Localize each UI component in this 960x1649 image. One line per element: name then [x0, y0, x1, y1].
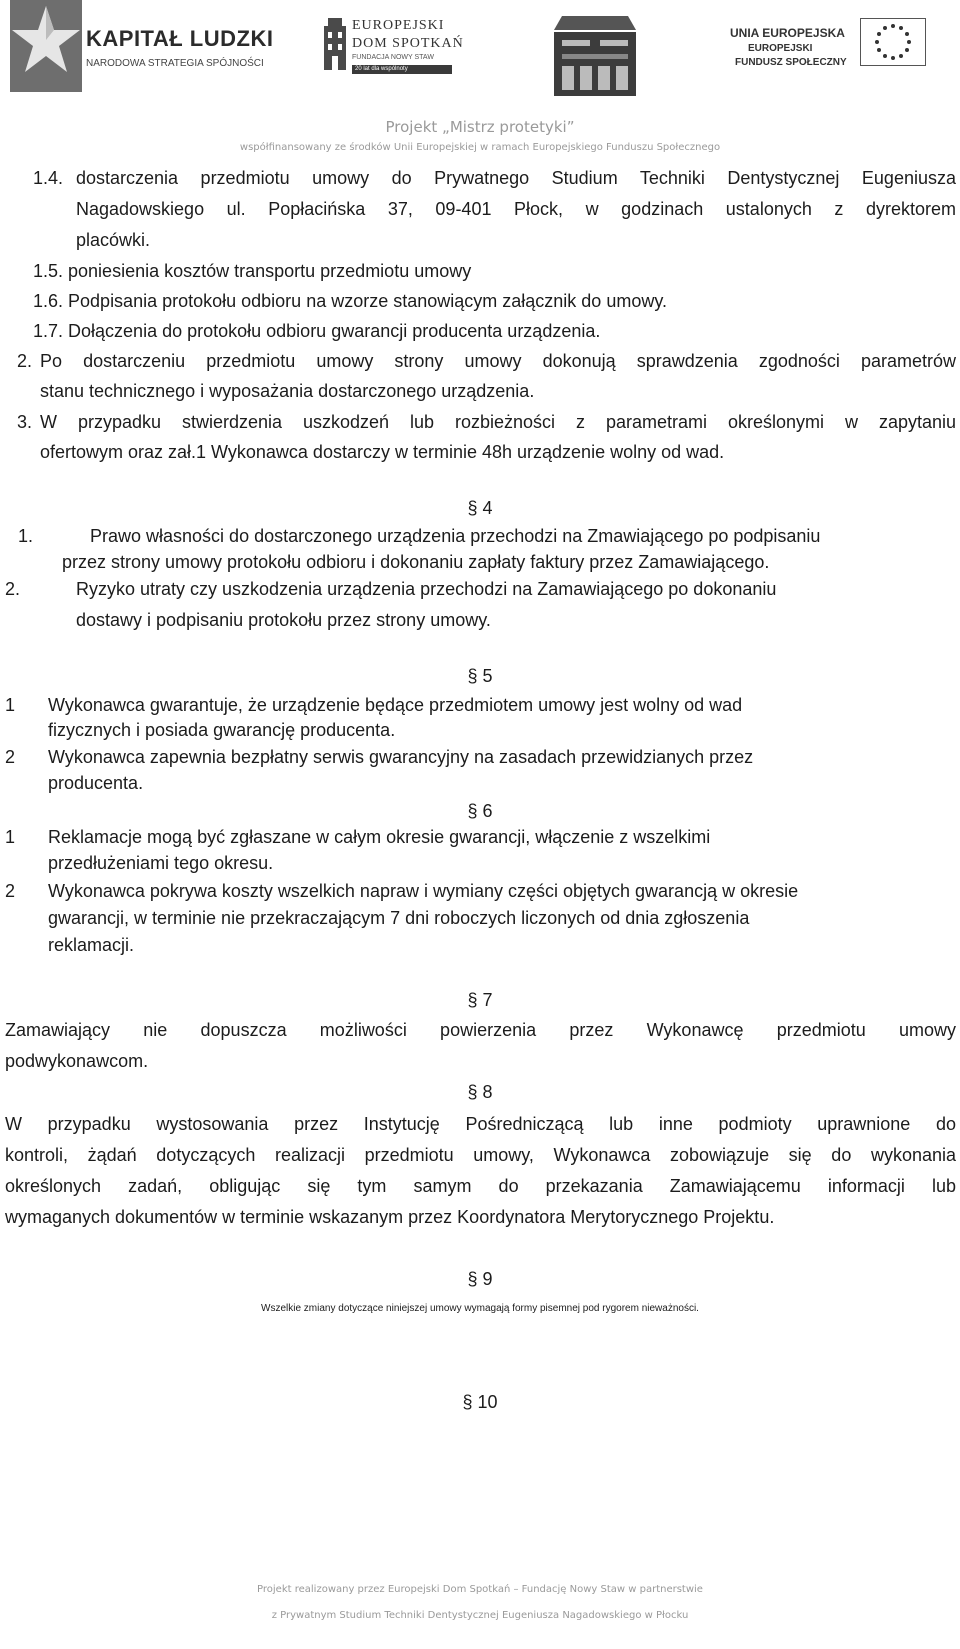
cofinancing-note: współfinansowany ze środków Unii Europejskiej w ramach Europejskiego Funduszu Społecznego [239, 142, 721, 153]
s6-item-2-line3: reklamacji. [48, 935, 135, 955]
item-1-6: 1.6. Podpisania protokołu odbioru na wzorze stanowiącym załącznik do umowy. [33, 291, 667, 311]
section-5-heading: § 5 [467, 666, 493, 686]
kapital-ludzki-name: KAPITAŁ LUDZKI [86, 26, 274, 51]
eds-line1: EUROPEJSKI [352, 18, 445, 33]
item-2-line2: stanu technicznego i wyposażania dostarczonego urządzenia. [40, 381, 535, 401]
school-emblem-icon [540, 10, 650, 102]
s5-item-2-line2: producenta. [48, 773, 144, 793]
section-4-heading: § 4 [467, 498, 493, 518]
kapital-ludzki-logo [10, 0, 280, 92]
s7-line2: podwykonawcom. [5, 1051, 149, 1071]
s7-line1: Zamawiający nie dopuszcza możliwości powierzenia przez Wykonawcę przedmiotu umowy [5, 1020, 956, 1040]
header-logos [0, 0, 960, 110]
s6-item-1-line1: Reklamacje mogą być zgłaszane w całym okresie gwarancji, włączenie z wszelkimi [48, 827, 711, 847]
s6-item-1-number: 1 [5, 827, 16, 847]
s6-item-2-line1: Wykonawca pokrywa koszty wszelkich napraw i wymiany części objętych gwarancją w okresie [48, 881, 799, 901]
item-1-5: 1.5. poniesienia kosztów transportu przedmiotu umowy [33, 261, 472, 281]
item-3-line2: ofertowym oraz zał.1 Wykonawca dostarczy w terminie 48h urządzenie wolny od wad. [40, 442, 725, 462]
project-title: Projekt „Mistrz protetyki” [385, 118, 575, 136]
s4-item-2-number: 2. [5, 579, 21, 599]
item-3-number: 3. [17, 412, 33, 432]
kapital-ludzki-subtitle: NARODOWA STRATEGIA SPÓJNOŚCI [86, 58, 264, 69]
section-10-heading: § 10 [462, 1392, 498, 1412]
item-1-4-line2: Nagadowskiego ul. Popłacińska 37, 09-401 Płock, w godzinach ustalonych z dyrektorem [76, 199, 956, 219]
building-icon [322, 16, 348, 72]
s6-item-2-number: 2 [5, 881, 16, 901]
s4-item-1-number: 1. [18, 526, 34, 546]
item-2-number: 2. [17, 351, 33, 371]
s8-line1: W przypadku wystosowania przez Instytucję Pośredniczącą lub inne podmioty uprawnione do [5, 1114, 956, 1134]
ue-efs-logo [730, 14, 950, 84]
item-2-line1: Po dostarczeniu przedmiotu umowy strony umowy dokonują sprawdzenia zgodności parametrów [40, 351, 956, 371]
footer-line1: Projekt realizowany przez Europejski Dom Spotkań – Fundację Nowy Staw w partnerstwie [257, 1584, 703, 1595]
s4-item-1-line2: przez strony umowy protokołu odbioru i dokonaniu zapłaty faktury przez Zamawiającego. [62, 552, 770, 572]
section-8-heading: § 8 [467, 1082, 493, 1102]
item-1-7: 1.7. Dołączenia do protokołu odbioru gwarancji producenta urządzenia. [33, 321, 601, 341]
ue-line1: UNIA EUROPEJSKA [730, 26, 845, 40]
ue-line2: EUROPEJSKI [748, 43, 813, 54]
kapital-ludzki-star-icon [10, 0, 82, 92]
s5-item-1-line2: fizycznych i posiada gwarancję producenta. [48, 720, 396, 740]
eds-line2: DOM SPOTKAŃ [352, 36, 464, 51]
s6-item-2-line2: gwarancji, w terminie nie przekraczającym 7 dni roboczych liczonych od dnia zgłoszenia [48, 908, 750, 928]
section-9-heading: § 9 [467, 1269, 493, 1289]
item-1-4-number: 1.4. [33, 168, 64, 188]
item-1-4-line3: placówki. [76, 230, 151, 250]
s9-line1: Wszelkie zmiany dotyczące niniejszej umowy wymagają formy pisemnej pod rygorem nieważności. [261, 1303, 699, 1314]
europejski-dom-spotkan-logo [322, 12, 462, 92]
s4-item-2-line1: Ryzyko utraty czy uszkodzenia urządzenia przechodzi na Zamawiającego po dokonaniu [76, 579, 777, 599]
footer-line2: z Prywatnym Studium Techniki Dentystycznej Eugeniusza Nagadowskiego w Płocku [271, 1610, 689, 1621]
s5-item-1-number: 1 [5, 695, 16, 715]
eds-line4: 20 lat dla wspólnoty [352, 65, 452, 74]
section-6-heading: § 6 [467, 801, 493, 821]
s5-item-2-number: 2 [5, 747, 16, 767]
s8-line3: określonych zadań, obligując się tym samym do przekazania Zamawiającemu informacji lub [5, 1176, 956, 1196]
s8-line2: kontroli, żądań dotyczących realizacji przedmiotu umowy, Wykonawca zobowiązuje się do wykonania [5, 1145, 956, 1165]
s4-item-2-line2: dostawy i podpisaniu protokołu przez strony umowy. [76, 610, 491, 630]
s8-line4: wymaganych dokumentów w terminie wskazanym przez Koordynatora Merytorycznego Projektu. [5, 1207, 775, 1227]
eu-flag-icon [860, 18, 926, 66]
s5-item-2-line1: Wykonawca zapewnia bezpłatny serwis gwarancyjny na zasadach przewidzianych przez [48, 747, 754, 767]
item-3-line1: W przypadku stwierdzenia uszkodzeń lub rozbieżności z parametrami określonymi w zapytaniu [40, 412, 956, 432]
eds-line3: FUNDACJA NOWY STAW [352, 54, 434, 61]
s6-item-1-line2: przedłużeniami tego okresu. [48, 853, 274, 873]
item-1-4-line1: dostarczenia przedmiotu umowy do Prywatnego Studium Techniki Dentystycznej Eugeniusza [76, 168, 956, 188]
ue-line3: FUNDUSZ SPOŁECZNY [735, 57, 847, 68]
s4-item-1-line1: Prawo własności do dostarczonego urządzenia przechodzi na Zmawiającego po podpisaniu [90, 526, 821, 546]
section-7-heading: § 7 [467, 990, 493, 1010]
s5-item-1-line1: Wykonawca gwarantuje, że urządzenie będące przedmiotem umowy jest wolny od wad [48, 695, 743, 715]
